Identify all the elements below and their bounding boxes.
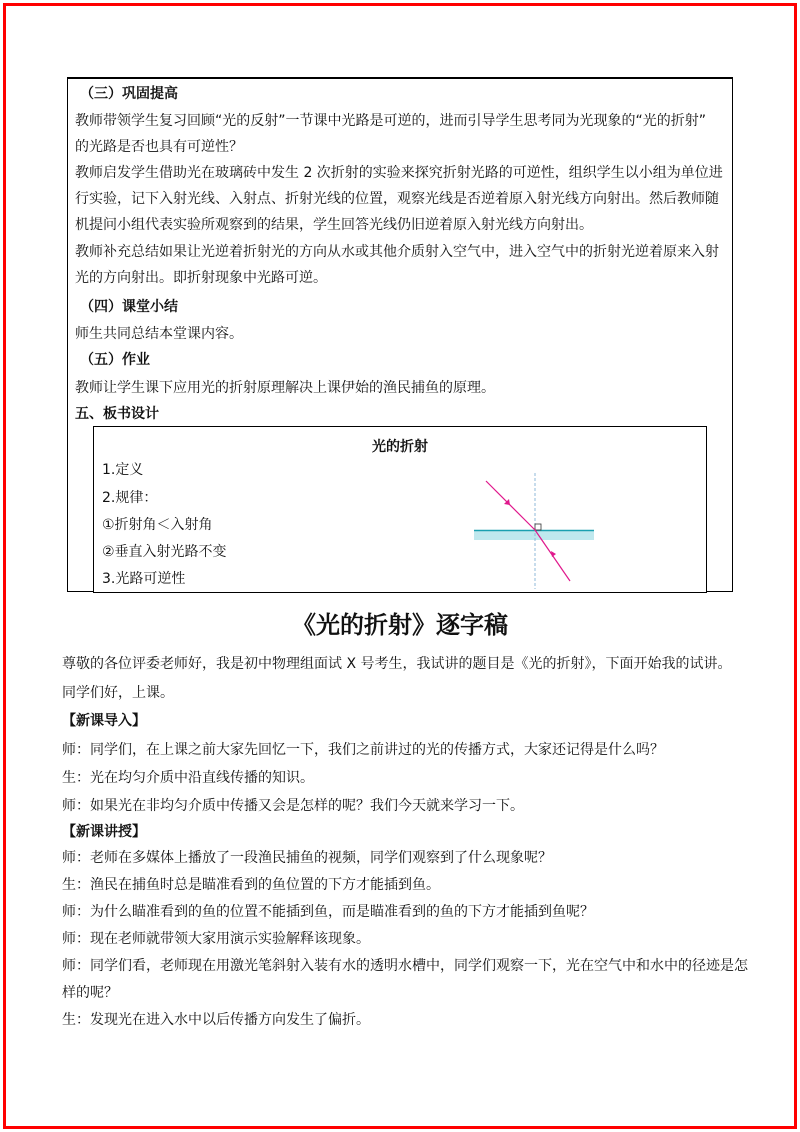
script-line: 同学们好，上课。	[62, 685, 174, 701]
section-heading: 【新课导入】	[62, 713, 146, 729]
section3-heading: （三）巩固提高	[80, 86, 178, 102]
script-line: 尊敬的各位评委老师好，我是初中物理组面试 X 号考生，我试讲的题目是《光的折射》，下面开始我的试讲。	[62, 656, 732, 672]
script-line: 生：光在均匀介质中沿直线传播的知识。	[62, 770, 314, 786]
paragraph-line: 师生共同总结本堂课内容。	[75, 326, 243, 342]
section5-heading: （五）作业	[80, 352, 150, 368]
script-line: 师：同学们，在上课之前大家先回忆一下，我们之前讲过的光的传播方式，大家还记得是什么吗？	[62, 742, 664, 758]
script-line: 师：老师在多媒体上播放了一段渔民捕鱼的视频，同学们观察到了什么现象呢？	[62, 850, 552, 866]
paragraph-line: 教师带领学生复习回顾“光的反射”一节课中光路是可逆的，进而引导学生思考同为光现象的“光的折射”	[75, 113, 707, 129]
script-line: 生：渔民在捕鱼时总是瞄准看到的鱼位置的下方才能插到鱼。	[62, 877, 440, 893]
board-design-heading: 五、板书设计	[75, 406, 159, 422]
section-heading: 【新课讲授】	[62, 824, 146, 840]
board-item: ①折射角＜入射角	[102, 517, 213, 533]
script-line: 师：现在老师就带领大家用演示实验解释该现象。	[62, 931, 370, 947]
paragraph-line: 行实验，记下入射光线、入射点、折射光线的位置，观察光线是否逆着原入射光线方向射出。然后教师随	[75, 191, 719, 207]
document-title: 《光的折射》逐字稿	[292, 610, 508, 639]
board-item: ②垂直入射光路不变	[102, 544, 227, 560]
refraction-diagram	[474, 471, 604, 589]
script-line: 样的呢？	[62, 985, 118, 1001]
paragraph-line: 光的方向射出。即折射现象中光路可逆。	[75, 270, 327, 286]
section4-heading: （四）课堂小结	[80, 299, 178, 315]
script-line: 生：发现光在进入水中以后传播方向发生了偏折。	[62, 1012, 370, 1028]
script-line: 师：同学们看，老师现在用激光笔斜射入装有水的透明水槽中，同学们观察一下，光在空气中和水中的径迹是怎	[62, 958, 748, 974]
paragraph-line: 的光路是否也具有可逆性？	[75, 139, 243, 155]
water-layer	[474, 531, 594, 540]
incident-ray	[486, 481, 535, 530]
board-item: 3.光路可逆性	[102, 571, 186, 587]
script-line: 师：如果光在非均匀介质中传播又会是怎样的呢？我们今天就来学习一下。	[62, 798, 524, 814]
paragraph-line: 教师让学生课下应用光的折射原理解决上课伊始的渔民捕鱼的原理。	[75, 380, 495, 396]
board-item: 1.定义	[102, 462, 144, 478]
paragraph-line: 教师启发学生借助光在玻璃砖中发生 2 次折射的实验来探究折射光路的可逆性，组织学生以小组为单位进	[75, 165, 723, 181]
paragraph-line: 教师补充总结如果让光逆着折射光的方向从水或其他介质射入空气中，进入空气中的折射光逆着原来入射	[75, 244, 719, 260]
right-angle-mark	[535, 524, 541, 530]
board-title: 光的折射	[372, 439, 428, 455]
board-item: 2.规律：	[102, 490, 158, 506]
blackboard-design	[93, 426, 707, 593]
script-line: 师：为什么瞄准看到的鱼的位置不能插到鱼，而是瞄准看到的鱼的下方才能插到鱼呢？	[62, 904, 594, 920]
paragraph-line: 机提问小组代表实验所观察到的结果，学生回答光线仍旧逆着原入射光线方向射出。	[75, 217, 593, 233]
